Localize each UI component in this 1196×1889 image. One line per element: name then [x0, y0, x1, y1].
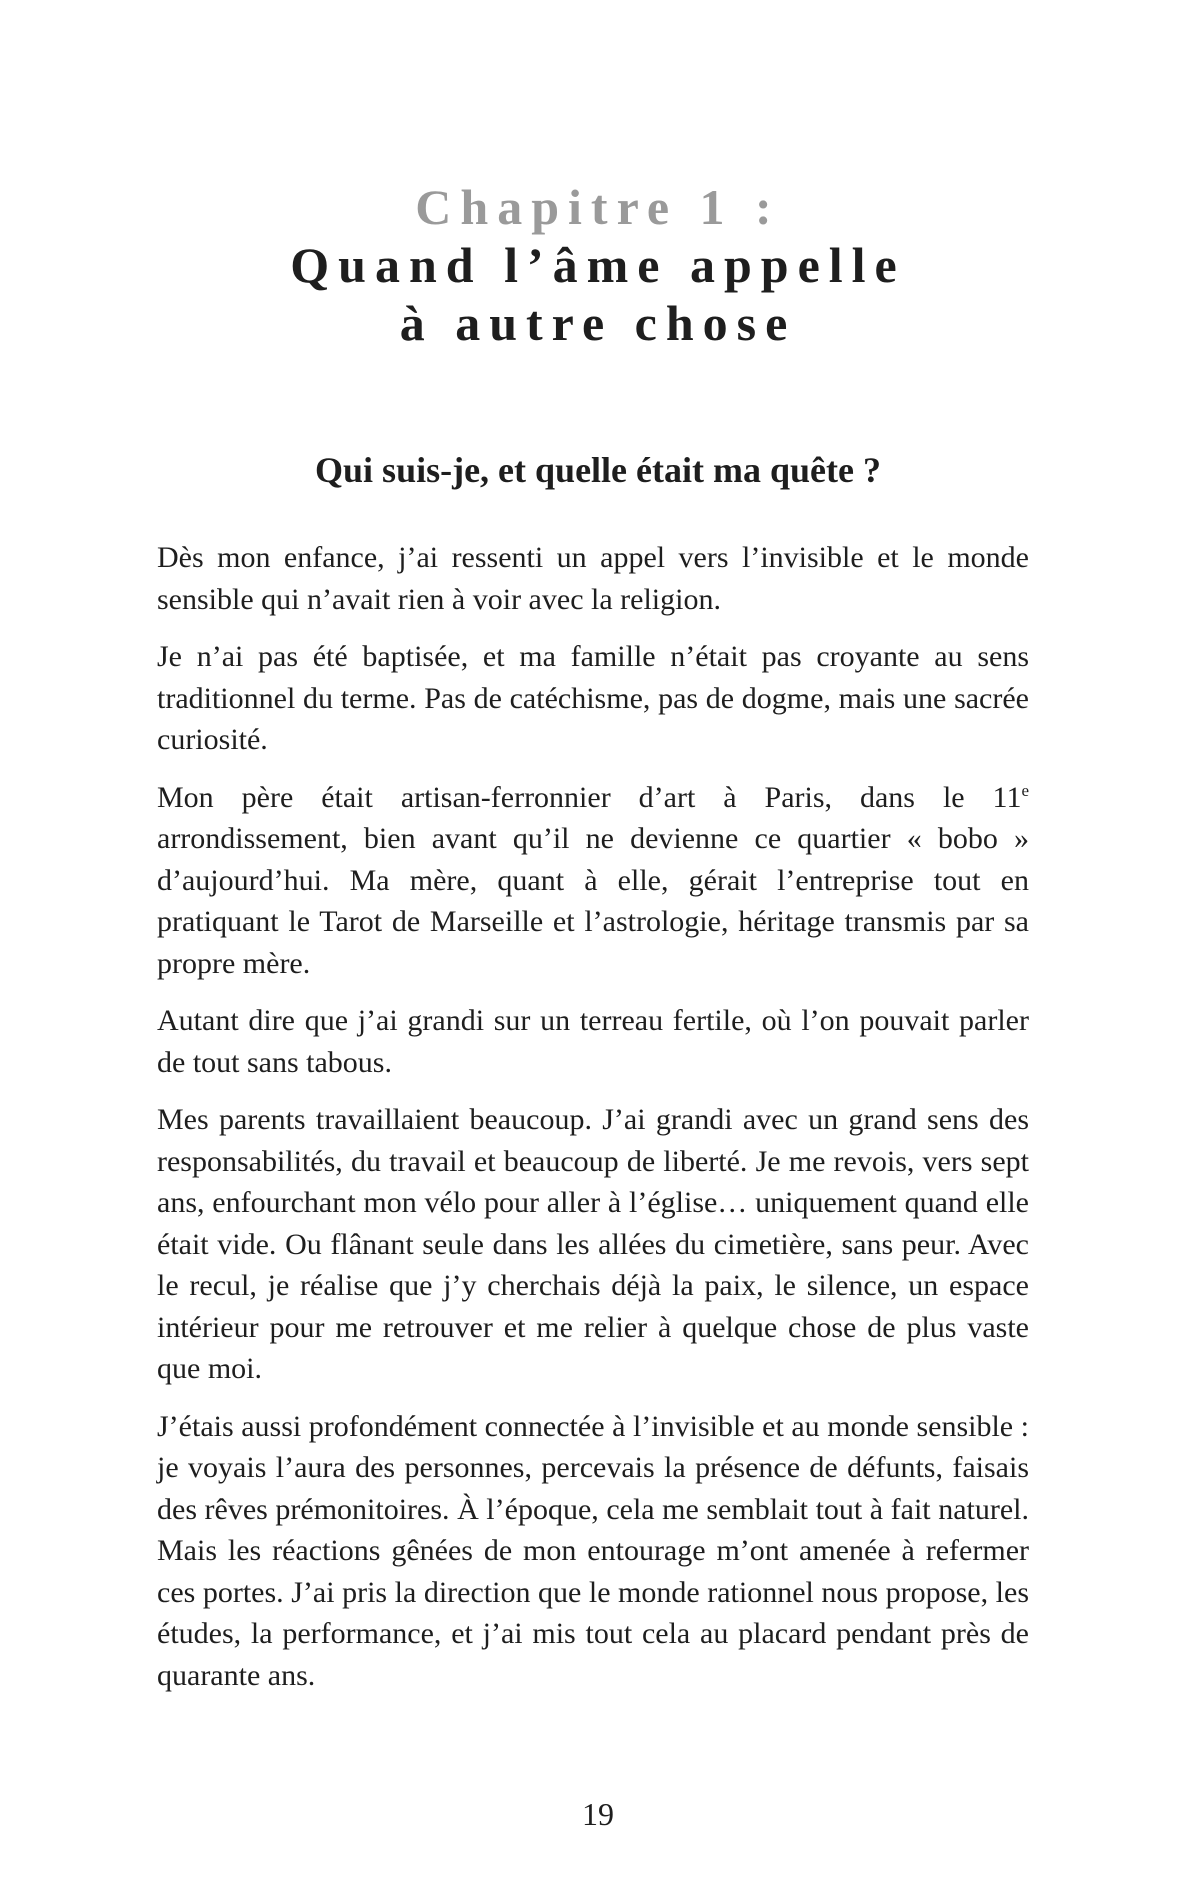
chapter-title-line-1: Quand l’âme appelle: [290, 237, 906, 293]
paragraph-6: J’étais aussi profondément connectée à l’invisible et au monde sensible : je voyais l’aura des personnes, percevais la présence de défunts, faisais des rêves prémonitoires. À l’époque, cela me semblait tout à fait naturel. Mais les réactions gênées de mon entourage m’ont amenée à refermer ces portes. J’ai pris la direction que le monde rationnel nous propose, les études, la performance, et j’ai mis tout cela au placard pendant près de quarante ans.: [157, 1409, 1029, 1692]
ordinal-superscript: e: [1021, 780, 1029, 800]
paragraph-1: Dès mon enfance, j’ai ressenti un appel vers l’invisible et le monde sensible qui n’avait rien à voir avec la religion.: [157, 541, 1029, 616]
chapter-title-line-2: à autre chose: [399, 295, 797, 351]
body-text: [157, 537, 1029, 1712]
section-heading: Qui suis-je, et quelle était ma quête ?: [315, 450, 881, 490]
chapter-heading: [0, 178, 1196, 352]
paragraph-4: Autant dire que j’ai grandi sur un terreau fertile, où l’on pouvait parler de tout sans tabous.: [157, 1004, 1029, 1079]
page-number: 19: [582, 1796, 614, 1832]
paragraph-3-text-end: arrondissement, bien avant qu’il ne devienne ce quartier « bobo » d’aujourd’hui. Ma mère, quant à elle, gérait l’entreprise tout en pratiquant le Tarot de Marseille et l’astrologie, héritage transmis par sa propre mère.: [157, 822, 1029, 980]
paragraph-3: [157, 777, 1029, 985]
paragraph-3-text-start: Mon père était artisan-ferronnier d’art à Paris, dans le 11: [157, 780, 1022, 814]
paragraph-5: Mes parents travaillaient beaucoup. J’ai grandi avec un grand sens des responsabilités, du travail et beaucoup de liberté. Je me revois, vers sept ans, enfourchant mon vélo pour aller à l’église… uniquement quand elle était vide. Ou flânant seule dans les allées du cimetière, sans peur. Avec le recul, je réalise que j’y cherchais déjà la paix, le silence, un espace intérieur pour me retrouver et me relier à quelque chose de plus vaste que moi.: [157, 1103, 1029, 1385]
chapter-number: Chapitre 1 :: [415, 179, 781, 235]
paragraph-2: Je n’ai pas été baptisée, et ma famille n’était pas croyante au sens traditionnel du terme. Pas de catéchisme, pas de dogme, mais une sacrée curiosité.: [157, 640, 1029, 756]
